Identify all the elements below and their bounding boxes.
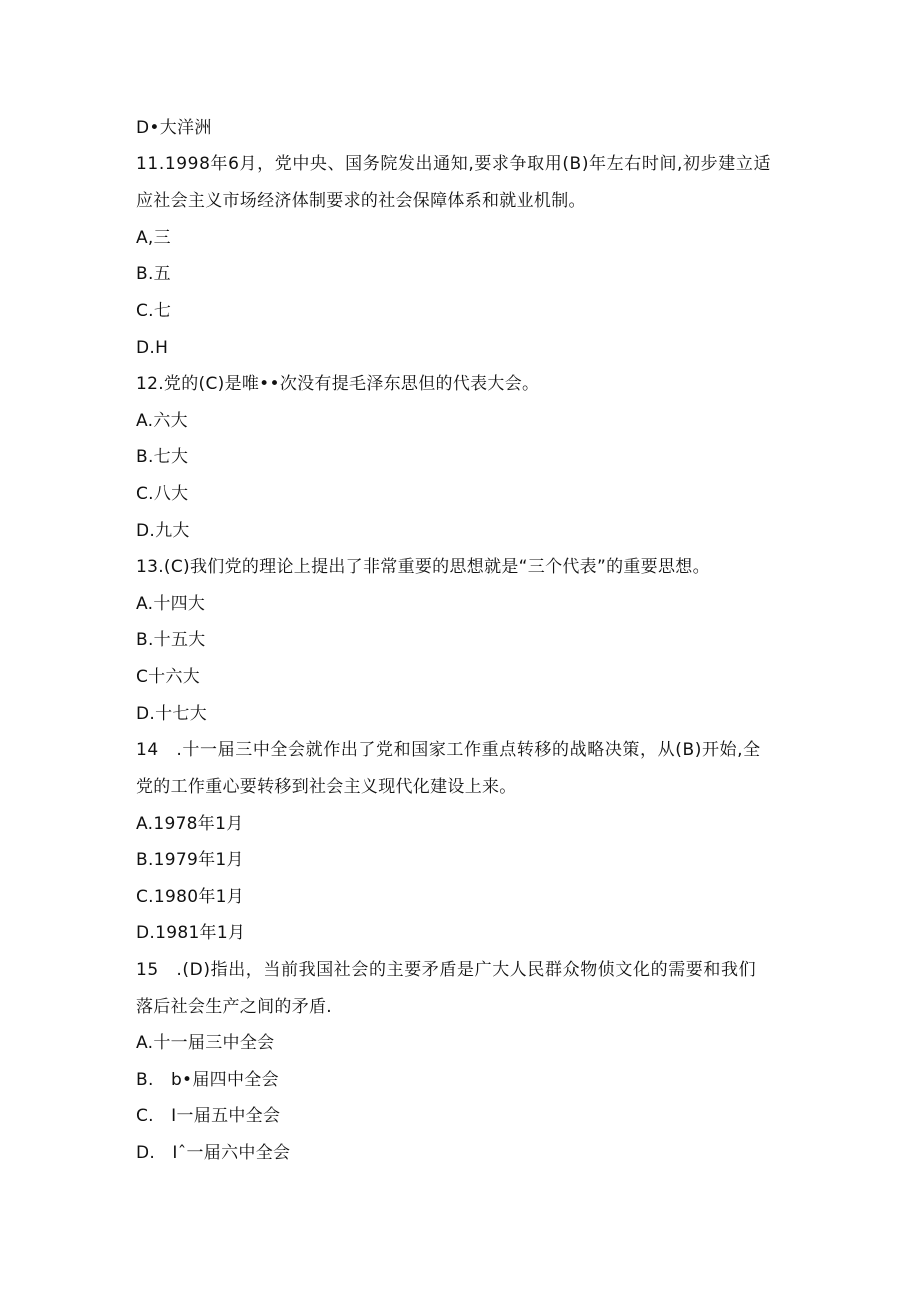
question-11-line-1: 11.1998年6月，党中央、国务院发出通知,要求争取用(B)年左右时间,初步建立适 [136,154,772,174]
option-c-q13: C十六大 [136,667,201,687]
question-14-line-1: 14 .十一届三中全会就作出了党和国家工作重点转移的战略决策，从(B)开始,全 [136,740,761,760]
option-d-q14: D.1981年1月 [136,923,246,943]
question-11-line-2: 应社会主义市场经济体制要求的社会保障体系和就业机制。 [136,191,586,211]
option-b-q15: B. b•届四中全会 [136,1070,279,1090]
option-a-q11: A,三 [136,228,171,248]
question-15-line-2: 落后社会生产之间的矛盾. [136,997,333,1017]
option-a-q12: A.六大 [136,411,188,431]
question-13: 13.(C)我们党的理论上提出了非常重要的思想就是“三个代表”的重要思想。 [136,557,710,577]
question-12: 12.党的(C)是唯••次没有提毛泽东思但的代表大会。 [136,374,540,394]
option-d-q10: D•大洋洲 [136,118,212,138]
option-b-q11: B.五 [136,264,171,284]
question-15-line-1: 15 .(D)指出，当前我国社会的主要矛盾是广大人民群众物侦文化的需要和我们 [136,960,757,980]
option-a-q15: A.十一届三中全会 [136,1033,275,1053]
option-a-q14: A.1978年1月 [136,814,244,834]
question-14-line-2: 党的工作重心要转移到社会主义现代化建设上来。 [136,777,517,797]
option-c-q15: C. I一届五中全会 [136,1106,281,1126]
option-b-q12: B.七大 [136,447,189,467]
option-d-q11: D.H [136,338,169,358]
option-b-q13: B.十五大 [136,630,206,650]
option-d-q15: D. Iˆ一届六中全会 [136,1143,291,1163]
option-c-q12: C.八大 [136,484,189,504]
option-d-q12: D.九大 [136,521,190,541]
option-c-q11: C.七 [136,301,172,321]
option-d-q13: D.十七大 [136,704,207,724]
option-c-q14: C.1980年1月 [136,887,245,907]
option-b-q14: B.1979年1月 [136,850,244,870]
option-a-q13: A.十四大 [136,594,206,614]
